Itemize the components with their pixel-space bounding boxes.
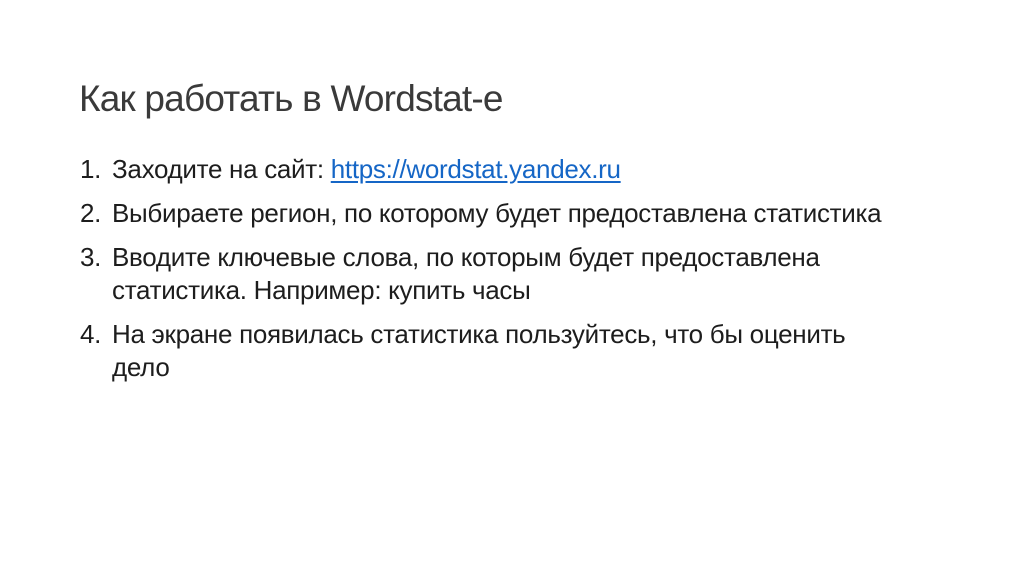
list-item-number: 1. (80, 154, 102, 184)
list-item-line: дело (112, 352, 170, 382)
list-item-line: На экране появилась статистика пользуйтесь, что бы оценить (112, 319, 846, 349)
list-item-number: 2. (80, 198, 102, 228)
list-item-line: Вводите ключевые слова, по которым будет предоставлена (112, 242, 820, 272)
list-item-line: Выбираете регион, по которому будет предоставлена статистика (112, 198, 882, 228)
instruction-list (80, 153, 960, 395)
list-item-text (112, 153, 960, 186)
list-item-prefix-text: Заходите на сайт: (112, 154, 331, 184)
list-item-text (112, 241, 960, 307)
slide-title: Как работать в Wordstat-е (79, 77, 503, 119)
list-item-text (112, 318, 960, 384)
list-item-line (112, 153, 960, 186)
list-item (80, 241, 960, 307)
list-item-line: статистика. Например: купить часы (112, 275, 531, 305)
list-item-number: 3. (80, 242, 102, 272)
list-item (80, 318, 960, 384)
wordstat-site-link[interactable]: https://wordstat.yandex.ru (330, 154, 621, 184)
list-item (80, 197, 960, 230)
list-item-text (112, 197, 960, 230)
list-item (80, 153, 960, 186)
list-item-number: 4. (80, 319, 102, 349)
